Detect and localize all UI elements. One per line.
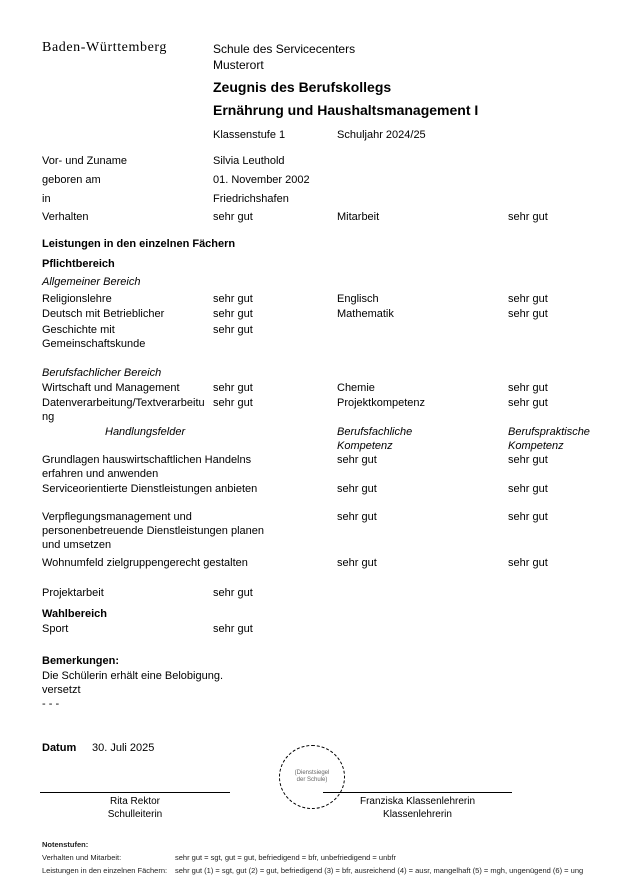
subject-name: Mathematik (337, 308, 394, 320)
subject-grade: sehr gut (508, 397, 548, 409)
praxis-grade: sehr gut (508, 557, 548, 569)
handlungsfeld-text: Wohnumfeld zielgruppengerecht gestalten (42, 557, 248, 569)
subject-name: Religionslehre (42, 293, 112, 305)
praxis-grade: sehr gut (508, 454, 548, 466)
behavior-label: Verhalten (42, 211, 89, 223)
certificate-subtitle: Ernährung und Haushaltsmanagement I (213, 102, 479, 118)
subject-name: Sport (42, 623, 69, 635)
school-name: Schule des Servicecenters (213, 42, 356, 56)
birthdate-value: 01. November 2002 (213, 174, 310, 186)
praxis-grade: sehr gut (508, 511, 548, 523)
subject-grade: sehr gut (213, 382, 253, 394)
signature-line-left (40, 792, 230, 793)
fach-grade: sehr gut (337, 483, 377, 495)
legend-row-label: Leistungen in den einzelnen Fächern: (42, 866, 168, 875)
certificate-title: Zeugnis des Berufskollegs (213, 79, 392, 95)
principal-role: Schulleiterin (107, 808, 163, 820)
pflichtbereich-heading: Pflichtbereich (42, 258, 115, 270)
student-name: Silvia Leuthold (213, 155, 285, 167)
birthdate-label: geboren am (42, 174, 101, 186)
performance-heading: Leistungen in den einzelnen Fächern (42, 238, 236, 250)
subject-grade: sehr gut (508, 293, 548, 305)
subject-name: Deutsch mit Betrieblicher (42, 308, 165, 320)
handlungsfelder-heading: Handlungsfelder (105, 426, 186, 438)
bemerkung-line: - - - (42, 698, 60, 710)
birthplace-value: Friedrichshafen (213, 193, 289, 205)
bemerkung-line: Die Schülerin erhält eine Belobigung. (42, 670, 224, 682)
handlungsfeld-text: Verpflegungsmanagement und personenbetreuende Dienstleistungen planen und umsetzen (42, 511, 265, 551)
subject-name: Chemie (337, 382, 375, 394)
wahlbereich-heading: Wahlbereich (42, 608, 107, 620)
projektarbeit-label: Projektarbeit (42, 587, 104, 599)
legend-heading: Notenstufen: (42, 840, 89, 849)
projektarbeit-grade: sehr gut (213, 587, 253, 599)
legend-row-label: Verhalten und Mitarbeit: (42, 853, 122, 862)
subject-grade: sehr gut (213, 397, 253, 409)
birthplace-label: in (42, 193, 51, 205)
berufsfachliche-kompetenz-header: Berufsfachliche Kompetenz (337, 426, 413, 452)
signature-block-right (323, 796, 512, 821)
signature-line-right (323, 792, 512, 793)
class-teacher-role: Klassenlehrerin (383, 808, 452, 820)
subject-grade: sehr gut (213, 324, 253, 336)
handlungsfeld-text: Grundlagen hauswirtschaftlichen Handelns erfahren und anwenden (42, 454, 252, 480)
principal-name: Rita Rektor (109, 796, 160, 807)
subject-name: Geschichte mit Gemeinschaftskunde (42, 324, 146, 350)
school-city: Musterort (213, 58, 264, 72)
praxis-grade: sehr gut (508, 483, 548, 495)
subject-name: Englisch (337, 293, 379, 305)
subject-grade: sehr gut (508, 308, 548, 320)
handlungsfeld-text: Serviceorientierte Dienstleistungen anbieten (42, 483, 258, 495)
cooperation-grade: sehr gut (508, 211, 548, 223)
subject-name: Projektkompetenz (337, 397, 426, 409)
date-value: 30. Juli 2025 (92, 742, 155, 754)
subject-grade: sehr gut (213, 308, 253, 320)
legend-row-value: sehr gut (1) = sgt, gut (2) = gut, befriedigend (3) = bfr, ausreichend (4) = ausr, mangelhaft (5) = mgh, ungenügend (6) = ung (175, 866, 584, 875)
subject-grade: sehr gut (213, 623, 253, 635)
allgemeiner-bereich-heading: Allgemeiner Bereich (42, 276, 141, 288)
fach-grade: sehr gut (337, 511, 377, 523)
subject-name: Wirtschaft und Management (42, 382, 180, 394)
fach-grade: sehr gut (337, 454, 377, 466)
student-name-label: Vor- und Zuname (42, 155, 127, 167)
behavior-grade: sehr gut (213, 211, 253, 223)
bemerkungen-heading: Bemerkungen: (42, 655, 120, 667)
fach-grade: sehr gut (337, 557, 377, 569)
class-teacher-name: Franziska Klassenlehrerin (359, 796, 476, 807)
seal-text-line1: (Dienstsiegel (294, 769, 330, 776)
berufspraktische-kompetenz-header: Berufspraktische Kompetenz (508, 426, 590, 452)
subject-name: Datenverarbeitung/Textverarbeitung (42, 397, 205, 423)
berufsfachlicher-bereich-heading: Berufsfachlicher Bereich (42, 367, 162, 379)
seal-text-line2: der Schule) (296, 777, 328, 783)
legend-row-value: sehr gut = sgt, gut = gut, befriedigend = bfr, unbefriedigend = unbfr (175, 853, 396, 862)
bemerkung-line: versetzt (42, 684, 81, 696)
state-name: Baden-Württemberg (42, 40, 168, 55)
subject-grade: sehr gut (213, 293, 253, 305)
signature-block-left (40, 796, 230, 821)
subject-grade: sehr gut (508, 382, 548, 394)
date-label: Datum (42, 742, 77, 754)
cooperation-label: Mitarbeit (337, 211, 380, 223)
school-year: Schuljahr 2024/25 (337, 129, 426, 141)
grade-level: Klassenstufe 1 (213, 129, 286, 141)
